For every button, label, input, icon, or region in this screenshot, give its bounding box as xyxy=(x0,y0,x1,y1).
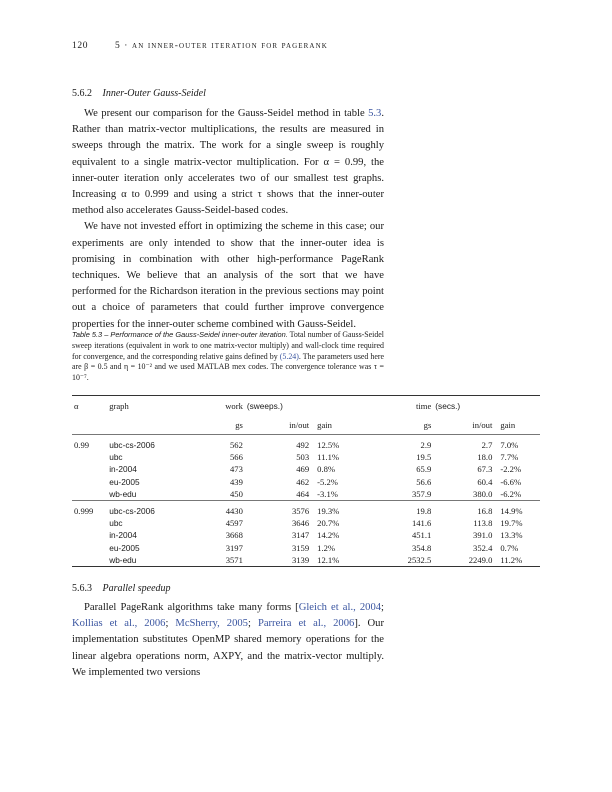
cell-work-gs: 473 xyxy=(230,464,243,475)
page-number: 120 xyxy=(72,41,89,51)
cell-work-gain: 20.7% xyxy=(317,518,340,529)
cell-work-inout: 3147 xyxy=(291,530,310,541)
cell-graph: in-2004 xyxy=(109,530,137,541)
citation-link[interactable]: Parreira et al., 2006 xyxy=(257,618,355,630)
cell-work-inout: 3159 xyxy=(291,542,310,553)
cell-alpha xyxy=(72,542,107,554)
cell-time-gs: 357.9 xyxy=(411,488,432,499)
cell-work-gs: 562 xyxy=(189,435,245,452)
header-time: time xyxy=(357,396,434,417)
cell-work-gs: 439 xyxy=(230,476,243,487)
running-title: 5 · an inner-outer iteration for pagerank xyxy=(114,41,328,51)
cell-work-gain: 0.8% xyxy=(317,464,336,475)
cell-graph: eu-2005 xyxy=(109,542,140,553)
subheader-work-inout: in/out xyxy=(245,416,311,435)
citation-link[interactable]: Kollias et al., 2006 xyxy=(72,618,166,630)
cell-time-gain: 7.7% xyxy=(500,452,519,463)
cell-alpha xyxy=(72,488,107,501)
cell-time-inout: 2249.0 xyxy=(433,554,494,567)
subheader-time-gs: gs xyxy=(357,416,434,435)
cell-time-gain: 13.3% xyxy=(500,530,523,541)
section-number: 5.6.2 xyxy=(72,88,92,99)
cell-time-gain: 0.7% xyxy=(500,542,519,553)
subheader-work-gs: gs xyxy=(189,416,245,435)
gauss-seidel-table xyxy=(72,395,540,567)
table-row xyxy=(72,500,540,517)
cell-work-gain: 12.1% xyxy=(311,554,357,567)
cell-time-inout: 2.7 xyxy=(433,435,494,452)
cell-work-gain: -5.2% xyxy=(317,476,338,487)
cell-time-inout: 60.4 xyxy=(477,476,493,487)
cell-time-gain: 14.9% xyxy=(494,500,540,517)
cell-graph: eu-2005 xyxy=(109,476,140,487)
cell-graph: ubc-cs-2006 xyxy=(107,500,189,517)
cell-work-inout: 492 xyxy=(245,435,311,452)
table-row xyxy=(72,435,540,452)
cell-work-gain: 12.5% xyxy=(311,435,357,452)
paragraph: We present our comparison for the Gauss-Seidel method in table 5.3. Rather than matrix-vector multiplications, the results are measured in sweeps through the matrix. The work for a single sweep is roughly equivalent to a single matrix-vector multiplication. For α = 0.99, the inner-outer iteration only accelerates two of our smallest test graphs. Increasing α to 0.999 and using a strict τ shows that the inner-outer method also accelerates Gauss-Seidel-based codes. xyxy=(72,108,384,217)
table-row xyxy=(72,542,540,554)
running-header xyxy=(72,41,540,51)
cell-time-gs: 2532.5 xyxy=(357,554,434,567)
cell-work-gs: 566 xyxy=(230,452,243,463)
cell-alpha xyxy=(72,554,107,567)
cell-time-gain: -6.6% xyxy=(500,476,522,487)
cell-time-gs: 451.1 xyxy=(411,530,432,541)
table-caption: Table 5.3 – Performance of the Gauss-Seidel inner-outer iteration. Total number of Gauss-Seidel sweep iterations (equivalent in work to one matrix-vector multiply) and wall-clock time required for convergence, and the corresponding relative gains defined by (5.24). The parameters used here are β = 0.5 and η = 10⁻² and we used MATLAB mex codes. The convergence tolerance was τ = 10⁻⁷. xyxy=(72,330,385,383)
section-5-6-2-body xyxy=(72,106,384,333)
cell-work-gs: 4597 xyxy=(225,518,243,529)
cell-work-gs: 4430 xyxy=(189,500,245,517)
header-alpha: α xyxy=(72,396,107,417)
citation-link[interactable]: Gleich et al., 2004 xyxy=(298,602,382,613)
cell-work-gs: 450 xyxy=(230,488,243,499)
table-row xyxy=(72,476,540,488)
table-subheader-row xyxy=(72,416,540,435)
cell-time-gs: 2.9 xyxy=(357,435,434,452)
cell-time-gain: -2.2% xyxy=(500,464,522,475)
cell-time-gs: 65.9 xyxy=(416,464,432,475)
cell-time-gain: -6.2% xyxy=(500,488,522,499)
section-number: 5.6.3 xyxy=(72,583,92,594)
section-heading-5-6-2 xyxy=(72,88,206,99)
cell-graph: ubc xyxy=(109,518,123,529)
subheader-work-gain: gain xyxy=(311,416,357,435)
section-5-6-3-body xyxy=(72,600,384,681)
cell-time-gs: 141.6 xyxy=(411,518,432,529)
cell-time-inout: 352.4 xyxy=(473,542,493,553)
cell-work-gain: 14.2% xyxy=(317,530,340,541)
header-sweeps: (sweeps.) xyxy=(245,396,311,417)
cell-time-inout: 380.0 xyxy=(473,488,493,499)
subheader-time-gain: gain xyxy=(494,416,540,435)
cell-time-inout: 18.0 xyxy=(477,452,493,463)
table-header-row xyxy=(72,396,540,417)
equation-reference-link[interactable]: (5.24) xyxy=(279,351,299,361)
cell-time-inout: 391.0 xyxy=(473,530,493,541)
cell-graph: wb-edu xyxy=(107,554,189,567)
header-work: work xyxy=(189,396,245,417)
cell-alpha: 0.999 xyxy=(72,500,107,517)
table-row xyxy=(72,517,540,529)
cell-alpha xyxy=(72,463,107,475)
cell-work-inout: 462 xyxy=(296,476,310,487)
cell-work-gs: 3197 xyxy=(225,542,243,553)
table-row xyxy=(72,451,540,463)
cell-graph: in-2004 xyxy=(109,464,137,475)
cell-alpha xyxy=(72,529,107,541)
cell-work-inout: 3646 xyxy=(291,518,310,529)
section-title: Inner-Outer Gauss-Seidel xyxy=(102,88,206,99)
cell-work-gs: 3571 xyxy=(189,554,245,567)
header-secs: (secs.) xyxy=(433,396,494,417)
cell-time-gs: 354.8 xyxy=(411,542,432,553)
cell-time-inout: 113.8 xyxy=(473,518,493,529)
cell-graph: ubc xyxy=(109,452,123,463)
cell-work-gain: 19.3% xyxy=(311,500,357,517)
cell-work-inout: 469 xyxy=(296,464,310,475)
section-title: Parallel speedup xyxy=(102,583,171,594)
cell-work-gain: -3.1% xyxy=(317,488,338,499)
cell-work-inout: 464 xyxy=(296,488,310,499)
cell-time-gs: 56.6 xyxy=(416,476,432,487)
cell-time-gs: 19.5 xyxy=(416,452,432,463)
citation-link[interactable]: McSherry, 2005 xyxy=(175,618,248,630)
cell-graph: wb-edu xyxy=(109,488,137,499)
results-table xyxy=(72,395,540,567)
table-row xyxy=(72,529,540,541)
cell-work-gain: 1.2% xyxy=(317,542,336,553)
paragraph: Parallel PageRank algorithms take many forms [Gleich et al., 2004; Kollias et al., 2006; McSherry, 2005; Parreira et al., 2006]. Our implementation substitutes OpenMP shared memory operations for the linear algebra operations norm, AXPY, and the matrix-vector multiply. We implemented two versions xyxy=(72,602,384,678)
cell-alpha xyxy=(72,451,107,463)
cell-time-gain: 11.2% xyxy=(494,554,540,567)
cell-time-gs: 19.8 xyxy=(357,500,434,517)
table-reference-link[interactable]: 5.3 xyxy=(368,108,382,119)
cell-time-gain: 19.7% xyxy=(500,518,523,529)
table-row xyxy=(72,463,540,475)
cell-work-inout: 3139 xyxy=(245,554,311,567)
cell-alpha: 0.99 xyxy=(72,435,107,452)
cell-work-gain: 11.1% xyxy=(317,452,340,463)
header-graph: graph xyxy=(107,396,189,417)
subheader-time-inout: in/out xyxy=(433,416,494,435)
cell-work-inout: 3576 xyxy=(245,500,311,517)
cell-work-gs: 3668 xyxy=(225,530,243,541)
cell-time-inout: 67.3 xyxy=(477,464,493,475)
cell-work-inout: 503 xyxy=(296,452,310,463)
cell-alpha xyxy=(72,517,107,529)
paragraph: We have not invested effort in optimizing the scheme in this case; our experiments are only intended to show that the inner-outer idea is promising in combination with other high-performance PageRank techniques. We believe that an analysis of the sort that we have performed for the Richardson iteration in the previous sections may point out a choice of parameters that could further improve convergence properties for the inner-outer scheme combined with Gauss-Seidel. xyxy=(72,221,384,330)
table-row xyxy=(72,488,540,501)
section-heading-5-6-3 xyxy=(72,583,171,594)
cell-time-gain: 7.0% xyxy=(494,435,540,452)
table-row xyxy=(72,554,540,567)
caption-label: Table 5.3 – Performance of the Gauss-Seidel inner-outer iteration. xyxy=(72,330,288,339)
cell-time-inout: 16.8 xyxy=(433,500,494,517)
cell-graph: ubc-cs-2006 xyxy=(107,435,189,452)
cell-alpha xyxy=(72,476,107,488)
